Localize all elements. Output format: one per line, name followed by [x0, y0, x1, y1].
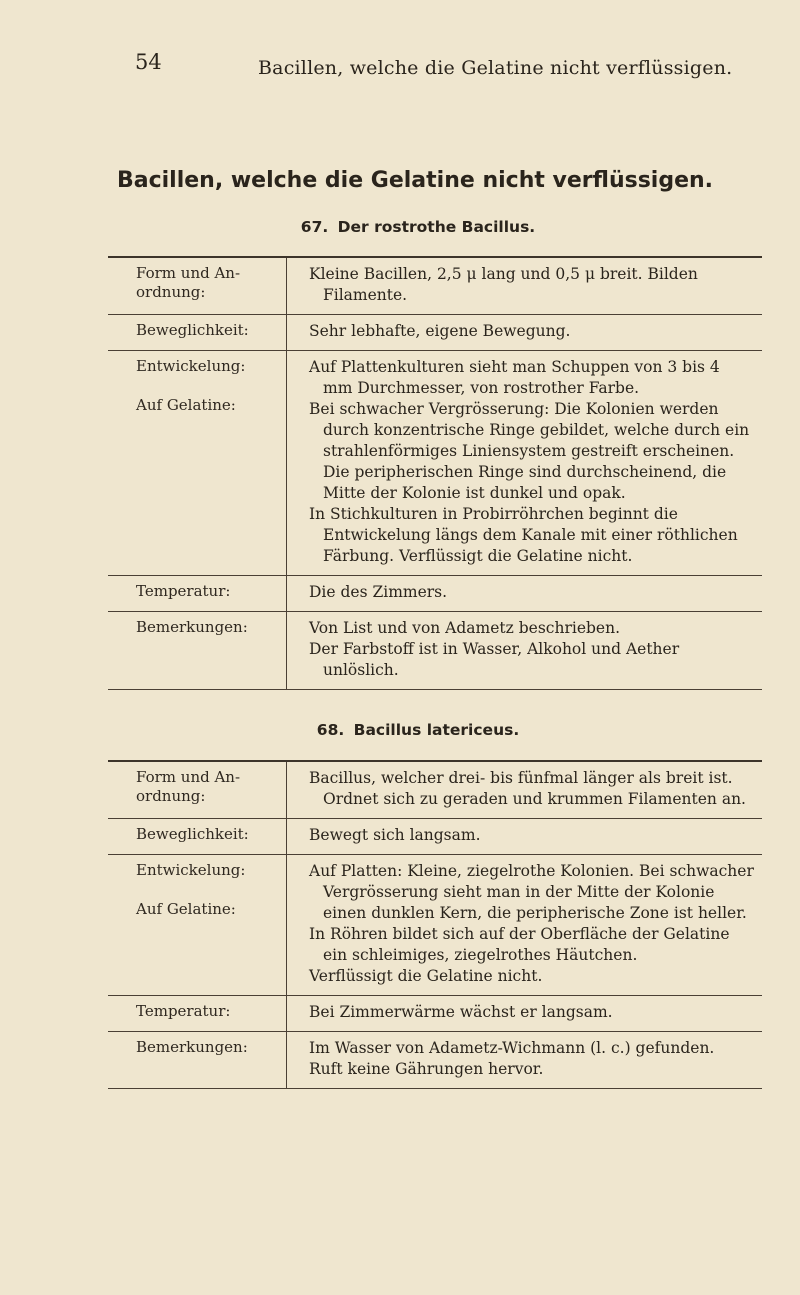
section-title: Bacillen, welche die Gelatine nicht verflüssigen.	[116, 168, 714, 193]
row-content	[287, 762, 762, 818]
table-row	[108, 762, 762, 819]
row-label	[108, 351, 287, 575]
row-label-line: Auf Gelatine:	[136, 900, 236, 918]
table-row	[108, 996, 762, 1032]
entry-title	[0, 721, 800, 739]
row-label-line: ordnung:	[136, 283, 206, 301]
row-label	[108, 315, 287, 350]
row-label	[108, 258, 287, 314]
row-label	[108, 612, 287, 689]
row-label	[108, 855, 287, 995]
row-label	[108, 576, 287, 611]
row-label-line: Entwickelung:	[136, 861, 246, 879]
row-label-line: Bemerkungen:	[136, 1038, 248, 1056]
row-content	[287, 996, 762, 1031]
content-paragraph: Bei Zimmerwärme wächst er langsam.	[309, 1003, 613, 1021]
entry-number: 67.	[300, 218, 329, 236]
row-content	[287, 315, 762, 350]
running-head: Bacillen, welche die Gelatine nicht verflüssigen.	[258, 57, 733, 79]
page-number: 54	[135, 50, 162, 74]
entry-name: Der rostrothe Bacillus.	[337, 218, 536, 236]
row-content	[287, 855, 762, 995]
row-content	[287, 612, 762, 689]
row-content	[287, 576, 762, 611]
row-label	[108, 819, 287, 854]
row-label-line: Form und An-	[136, 768, 241, 786]
table-row	[108, 576, 762, 612]
row-content	[287, 819, 762, 854]
content-paragraph: Auf Plattenkulturen sieht man Schuppen von 3 bis 4 mm Durchmesser, von rostrother Farbe.	[309, 358, 720, 397]
row-label-line: Bemerkungen:	[136, 618, 248, 636]
content-paragraph: In Röhren bildet sich auf der Oberfläche der Gelatine ein schleimiges, ziegelrothes Häutchen.	[309, 925, 730, 964]
table-row	[108, 612, 762, 690]
entry-name: Bacillus latericeus.	[353, 721, 520, 739]
content-paragraph: Bacillus, welcher drei- bis fünfmal länger als breit ist. Ordnet sich zu geraden und krummen Filamenten an.	[309, 769, 746, 808]
row-label	[108, 762, 287, 818]
table-row	[108, 258, 762, 315]
row-content	[287, 258, 762, 314]
row-label-line: Beweglichkeit:	[136, 825, 249, 843]
table-row	[108, 1032, 762, 1089]
table-row	[108, 315, 762, 351]
content-paragraph: Sehr lebhafte, eigene Bewegung.	[309, 322, 571, 340]
content-paragraph: In Stichkulturen in Probirröhrchen beginnt die Entwickelung längs dem Kanale mit einer röthlichen Färbung. Verflüssigt die Gelatine nicht.	[309, 505, 738, 565]
content-paragraph: Im Wasser von Adametz-Wichmann (l. c.) gefunden.	[309, 1039, 715, 1057]
row-label-line: Form und An-	[136, 264, 241, 282]
entry-table	[108, 760, 762, 1089]
row-label-line: Auf Gelatine:	[136, 396, 236, 414]
table-row	[108, 351, 762, 576]
content-paragraph: Der Farbstoff ist in Wasser, Alkohol und Aether unlöslich.	[309, 640, 680, 679]
table-row	[108, 855, 762, 996]
row-content	[287, 1032, 762, 1088]
row-content	[287, 351, 762, 575]
entry-table	[108, 256, 762, 690]
entry-number: 68.	[316, 721, 345, 739]
entry-title	[0, 218, 800, 236]
row-label	[108, 1032, 287, 1088]
content-paragraph: Bewegt sich langsam.	[309, 826, 481, 844]
content-paragraph: Auf Platten: Kleine, ziegelrothe Kolonien. Bei schwacher Vergrösserung sieht man in der Mitte der Kolonie einen dunklen Kern, die peripherische Zone ist heller.	[309, 862, 754, 922]
row-label-line: ordnung:	[136, 787, 206, 805]
row-label-line: Entwickelung:	[136, 357, 246, 375]
content-paragraph: Die des Zimmers.	[309, 583, 448, 601]
content-paragraph: Kleine Bacillen, 2,5 μ lang und 0,5 μ breit. Bilden Filamente.	[309, 265, 698, 304]
content-paragraph: Bei schwacher Vergrösserung: Die Kolonien werden durch konzentrische Ringe gebildet, welche durch ein strahlenförmiges Liniensystem gestreift erscheinen. Die peripherischen Ringe sind durchscheinend, die Mitte der Kolonie ist dunkel und opak.	[309, 400, 750, 502]
content-paragraph: Von List und von Adametz beschrieben.	[309, 619, 620, 637]
row-label-line: Temperatur:	[136, 582, 231, 600]
row-label-line: Beweglichkeit:	[136, 321, 249, 339]
row-label-line: Temperatur:	[136, 1002, 231, 1020]
content-paragraph: Verflüssigt die Gelatine nicht.	[309, 967, 543, 985]
table-row	[108, 819, 762, 855]
row-label	[108, 996, 287, 1031]
content-paragraph: Ruft keine Gährungen hervor.	[309, 1060, 544, 1078]
